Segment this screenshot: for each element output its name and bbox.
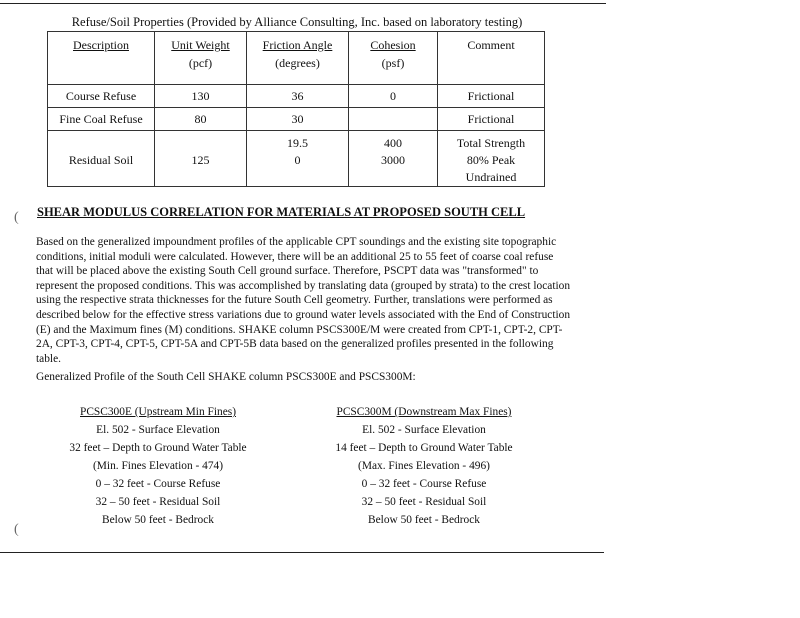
body-paragraph: Based on the generalized impoundment profiles of the applicable CPT soundings and the existing site topographic conditions, initial moduli were calculated. However, there will be an additional 25 to 55 feet of coarse coal refuse that will be placed above the existing South Cell ground surface. Therefore, PSCPT data was "transformed" to represent the proposed conditions. This was accomplished by translating data (grouped by strata) to the crest location using the respective strata thicknesses for the future South Cell geometry. Further, translations were performed as described below for the effective stress variations due to ground water levels associated with the End of Construction (E) and the Maximum fines (M) conditions. SHAKE column PSCS300E/M were created from CPT-1, CPT-2, CPT-2A, CPT-3, CPT-4, CPT-5, CPT-5A and CPT-5B data based on the generalized profiles presented in the following table.	[36, 236, 571, 365]
cell-description: Residual Soil	[48, 131, 155, 187]
header-friction-angle: Friction Angle (degrees)	[247, 32, 349, 85]
table-row	[48, 108, 545, 131]
cell-unit-weight: 130	[155, 85, 247, 108]
profile-line: Below 50 feet - Bedrock	[368, 514, 480, 526]
generalized-profile-label: Generalized Profile of the South Cell SHAKE column PSCS300E and PSCS300M:	[36, 371, 416, 383]
top-rule	[0, 3, 606, 4]
cell-description: Course Refuse	[48, 85, 155, 108]
profile-line: (Min. Fines Elevation - 474)	[92, 460, 224, 472]
table-row	[48, 131, 545, 187]
table-header-row	[48, 32, 545, 85]
profile-line: (Max. Fines Elevation - 496)	[358, 460, 490, 472]
cell-friction-angle: 30	[247, 108, 349, 131]
cell-unit-weight: 80	[155, 108, 247, 131]
header-unit-weight: Unit Weight (pcf)	[155, 32, 247, 85]
profile-line: 14 feet – Depth to Ground Water Table	[335, 442, 513, 454]
profile-line: 0 – 32 feet - Course Refuse	[361, 478, 487, 490]
cell-cohesion: 400 3000	[349, 131, 438, 187]
scan-mark: (	[14, 522, 19, 537]
cell-cohesion: 0	[349, 85, 438, 108]
profile-line: El. 502 - Surface Elevation	[362, 424, 486, 436]
cell-unit-weight: 125	[155, 131, 247, 187]
cell-description: Fine Coal Refuse	[48, 108, 155, 131]
cell-comment: Frictional	[438, 108, 545, 131]
profile-left-header: PCSC300E (Upstream Min Fines)	[80, 406, 236, 418]
profile-line: El. 502 - Surface Elevation	[96, 424, 220, 436]
profile-left	[48, 403, 268, 529]
profile-line: Below 50 feet - Bedrock	[102, 514, 214, 526]
cell-friction-angle: 19.5 0	[247, 131, 349, 187]
scan-mark: (	[14, 210, 19, 225]
profile-line: 32 feet – Depth to Ground Water Table	[69, 442, 247, 454]
table-title: Refuse/Soil Properties (Provided by Alliance Consulting, Inc. based on laboratory testing)	[71, 15, 523, 29]
header-comment: Comment	[438, 32, 545, 85]
section-heading: SHEAR MODULUS CORRELATION FOR MATERIALS AT PROPOSED SOUTH CELL	[37, 205, 526, 219]
profile-right	[314, 403, 534, 529]
header-cohesion: Cohesion (psf)	[349, 32, 438, 85]
profile-right-header: PCSC300M (Downstream Max Fines)	[336, 406, 512, 418]
cell-friction-angle: 36	[247, 85, 349, 108]
properties-table	[47, 31, 545, 187]
cell-comment: Total Strength 80% Peak Undrained	[438, 131, 545, 187]
profile-line: 32 – 50 feet - Residual Soil	[95, 496, 221, 508]
cell-comment: Frictional	[438, 85, 545, 108]
header-description: Description	[48, 32, 155, 85]
table-row	[48, 85, 545, 108]
profile-line: 32 – 50 feet - Residual Soil	[361, 496, 487, 508]
bottom-rule	[0, 552, 604, 553]
profile-line: 0 – 32 feet - Course Refuse	[95, 478, 221, 490]
cell-cohesion	[349, 108, 438, 131]
